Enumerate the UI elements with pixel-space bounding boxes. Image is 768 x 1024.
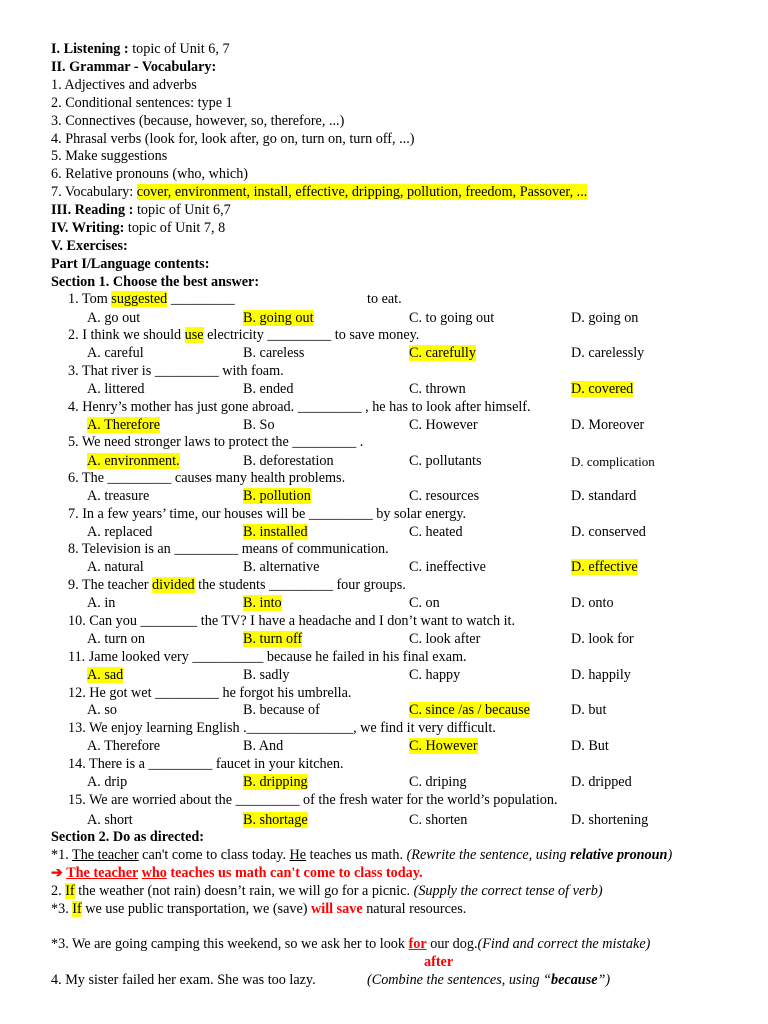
correct-answer-option: B. shortage — [243, 812, 308, 828]
question-stem — [68, 756, 344, 773]
question-text: 3. That river is _________ with foam. — [68, 363, 284, 379]
answer-option: B. because of — [243, 702, 320, 718]
instruction: (Find and correct the mistake) — [477, 936, 651, 952]
question-text: 4. Henry’s mother has just gone abroad. _________ , he has to look after himself. — [68, 399, 531, 415]
option-cell — [409, 738, 478, 755]
option-cell — [87, 381, 145, 398]
outline-item: 3. Connectives (because, however, so, therefore, ...) — [51, 113, 345, 129]
outline-item: 5. Make suggestions — [51, 148, 168, 164]
option-cell — [571, 310, 638, 327]
correct-answer-option: C. However — [409, 738, 478, 754]
answer-option: C. shorten — [409, 812, 468, 828]
highlighted-word: divided — [152, 577, 195, 593]
directed-item-1 — [51, 847, 672, 864]
section1-heading: Section 1. Choose the best answer: — [51, 274, 260, 290]
answer-option: B. deforestation — [243, 453, 334, 469]
answer-1 — [51, 865, 423, 882]
option-cell — [409, 345, 476, 362]
question-text: 11. Jame looked very __________ because he failed in his final exam. — [68, 649, 467, 665]
correct-answer-option: A. Therefore — [87, 417, 161, 433]
question-text: 13. We enjoy learning English ._______________, we find it very difficult. — [68, 720, 496, 736]
part1-heading: Part I/Language contents: — [51, 256, 210, 272]
listening-heading: I. Listening : — [51, 41, 129, 57]
option-cell — [571, 774, 632, 791]
reading-line — [51, 202, 231, 219]
option-cell — [87, 488, 149, 505]
question-tail: to eat. — [367, 291, 402, 307]
correct-answer-option: C. carefully — [409, 345, 476, 361]
answer-option: C. driping — [409, 774, 467, 790]
answer-option: C. ineffective — [409, 559, 486, 575]
sentence-text: *3. We are going camping this weekend, so we ask her to look — [51, 936, 409, 952]
instruction: (Combine the sentences, using “ — [367, 972, 552, 988]
question-text: 15. We are worried about the _________ of the fresh water for the world’s population. — [68, 792, 558, 808]
option-cell — [87, 524, 152, 541]
option-cell — [87, 417, 160, 434]
option-cell — [571, 702, 606, 719]
option-cell — [571, 812, 648, 829]
answer-option: A. careful — [87, 345, 144, 361]
option-cell — [87, 812, 133, 829]
correct-answer-option: B. pollution — [243, 488, 311, 504]
option-cell — [87, 310, 140, 327]
answer-option: B. careless — [243, 345, 305, 361]
underlined-pronoun: He — [289, 847, 307, 863]
answer-option: D. conserved — [571, 524, 646, 540]
option-cell — [571, 524, 646, 541]
answer-option: A. in — [87, 595, 116, 611]
listening-line — [51, 41, 230, 58]
instruction: (Rewrite the sentence, using — [406, 847, 571, 863]
instruction: ”) — [597, 972, 611, 988]
option-cell — [571, 667, 631, 684]
sentence-text: 4. My sister failed her exam. She was too lazy. — [51, 972, 316, 988]
reading-text: topic of Unit 6,7 — [133, 202, 231, 218]
correct-answer-option: B. going out — [243, 310, 314, 326]
instruction-keyword: because — [551, 972, 598, 988]
option-cell — [87, 631, 145, 648]
answer-option: A. go out — [87, 310, 141, 326]
correct-answer-option: B. dripping — [243, 774, 308, 790]
answer-option: A. Therefore — [87, 738, 161, 754]
listening-text: topic of Unit 6, 7 — [128, 41, 230, 57]
answer-option: B. sadly — [243, 667, 290, 683]
question-text: 7. In a few years’ time, our houses will be _________ by solar energy. — [68, 506, 467, 522]
question-text: 5. We need stronger laws to protect the _________ . — [68, 434, 364, 450]
option-cell — [571, 381, 633, 398]
option-cell — [409, 667, 460, 684]
answer-subject: The teacher — [66, 865, 139, 881]
answer-option: D. look for — [571, 631, 634, 647]
answer-option: A. drip — [87, 774, 128, 790]
answer-option: A. natural — [87, 559, 144, 575]
option-cell — [243, 453, 334, 470]
answer-option: B. alternative — [243, 559, 320, 575]
correction-word: after — [424, 954, 454, 970]
question-text: 12. He got wet _________ he forgot his umbrella. — [68, 685, 352, 701]
correct-answer-option: D. effective — [571, 559, 638, 575]
option-cell — [571, 488, 636, 505]
option-cell — [243, 667, 290, 684]
sentence-text: can't come to class today. — [138, 847, 290, 863]
option-cell — [409, 488, 479, 505]
question-stem — [68, 685, 351, 702]
directed-item-2 — [51, 883, 603, 900]
item-number: *1. — [51, 847, 73, 863]
option-cell — [243, 524, 308, 541]
answer-option: D. standard — [571, 488, 637, 504]
question-text: the students _________ four groups. — [194, 577, 406, 593]
option-cell — [87, 453, 180, 470]
outline-item: 4. Phrasal verbs (look for, look after, go on, turn on, turn off, ...) — [51, 131, 415, 147]
question-stem — [68, 613, 515, 630]
section2-heading: Section 2. Do as directed: — [51, 829, 205, 845]
answer-option: D. onto — [571, 595, 614, 611]
answer-option: A. treasure — [87, 488, 150, 504]
question-text: 6. The _________ causes many health problems. — [68, 470, 346, 486]
highlighted-word: use — [184, 327, 204, 343]
option-cell — [243, 702, 320, 719]
highlighted-word: If — [65, 883, 75, 899]
question-stem — [68, 506, 466, 523]
option-cell — [243, 381, 293, 398]
question-text: electricity _________ to save money. — [203, 327, 420, 343]
correct-answer-option: B. into — [243, 595, 282, 611]
reading-heading: III. Reading : — [51, 202, 134, 218]
option-cell — [243, 631, 302, 648]
directed-item-5 — [51, 972, 316, 989]
answer-option: D. happily — [571, 667, 631, 683]
instruction-keyword: relative pronoun — [570, 847, 668, 863]
vocabulary-label: 7. Vocabulary: — [51, 184, 137, 200]
arrow-icon: ➔ — [51, 865, 67, 881]
option-cell — [409, 774, 467, 791]
answer-option: B. So — [243, 417, 275, 433]
option-cell — [571, 417, 644, 434]
option-cell — [243, 310, 314, 327]
option-cell — [571, 559, 638, 576]
question-stem — [68, 434, 363, 451]
grammar-heading: II. Grammar - Vocabulary: — [51, 59, 217, 75]
question-text: 9. The teacher — [68, 577, 153, 593]
outline-item: 1. Adjectives and adverbs — [51, 77, 197, 93]
highlighted-word: If — [72, 901, 82, 917]
option-cell — [409, 559, 486, 576]
answer-option: A. replaced — [87, 524, 153, 540]
answer-option: C. happy — [409, 667, 461, 683]
option-cell — [243, 738, 283, 755]
option-cell — [571, 631, 634, 648]
answer-option: C. pollutants — [409, 453, 482, 469]
option-cell — [243, 488, 311, 505]
answer-option: D. shortening — [571, 812, 649, 828]
mistake-word: for — [408, 936, 427, 952]
directed-item-3 — [51, 901, 466, 918]
option-cell — [243, 417, 275, 434]
answer-option: C. However — [409, 417, 478, 433]
instruction: (Supply the correct tense of verb) — [413, 883, 603, 899]
writing-line — [51, 220, 225, 237]
question-stem — [68, 327, 419, 344]
correct-answer-option: A. environment. — [87, 453, 180, 469]
question-text: _________ — [167, 291, 235, 307]
question-text: 8. Television is an _________ means of communication. — [68, 541, 389, 557]
sentence-text: natural resources. — [362, 901, 467, 917]
answer-option: C. thrown — [409, 381, 466, 397]
question-stem — [68, 577, 406, 594]
option-cell — [571, 595, 614, 612]
outline-item: 2. Conditional sentences: type 1 — [51, 95, 233, 111]
option-cell — [87, 738, 160, 755]
correct-answer-option: A. sad — [87, 667, 124, 683]
question-text: 10. Can you ________ the TV? I have a headache and I don’t want to watch it. — [68, 613, 516, 629]
answer-option: C. on — [409, 595, 440, 611]
exercises-heading: V. Exercises: — [51, 238, 128, 254]
question-stem — [68, 541, 389, 558]
option-cell — [243, 774, 308, 791]
item-number: 2. — [51, 883, 66, 899]
underlined-subject: The teacher — [72, 847, 139, 863]
option-cell — [243, 595, 282, 612]
writing-text: topic of Unit 7, 8 — [124, 220, 226, 236]
answer-option: A. short — [87, 812, 133, 828]
answer-option: D. complication — [571, 454, 655, 469]
question-stem — [68, 470, 345, 487]
option-cell — [87, 667, 123, 684]
answer-option: D. dripped — [571, 774, 632, 790]
option-cell — [87, 595, 115, 612]
option-cell — [571, 453, 655, 471]
directed-item-4 — [51, 936, 650, 953]
option-cell — [409, 595, 440, 612]
answer-option: D. But — [571, 738, 609, 754]
outline-item: 6. Relative pronouns (who, which) — [51, 166, 249, 182]
option-cell — [571, 345, 644, 362]
instruction: ) — [667, 847, 673, 863]
question-text: 2. I think we should — [68, 327, 185, 343]
answer-option: C. resources — [409, 488, 480, 504]
answer-option: A. so — [87, 702, 117, 718]
answer-option: D. but — [571, 702, 607, 718]
option-cell — [87, 774, 127, 791]
sentence-text: the weather (not rain) doesn’t rain, we will go for a picnic. — [74, 883, 414, 899]
question-stem — [68, 363, 284, 380]
answer-option: B. And — [243, 738, 284, 754]
vocabulary-line — [51, 184, 587, 201]
writing-heading: IV. Writing: — [51, 220, 125, 236]
option-cell — [243, 559, 319, 576]
question-stem — [68, 399, 531, 416]
option-cell — [409, 417, 478, 434]
correct-answer-option: B. turn off — [243, 631, 303, 647]
option-cell — [409, 631, 480, 648]
answer-option: D. Moreover — [571, 417, 645, 433]
question-stem — [68, 792, 558, 809]
answer-option: D. carelessly — [571, 345, 645, 361]
answer-option: B. ended — [243, 381, 294, 397]
instruction-combine — [367, 972, 610, 989]
option-cell — [409, 453, 482, 470]
sentence-text: our dog. — [426, 936, 478, 952]
answer-text: will save — [311, 901, 363, 917]
option-cell — [87, 702, 117, 719]
sentence-text: teaches us math. — [306, 847, 407, 863]
option-cell — [571, 738, 609, 755]
answer-option: C. heated — [409, 524, 463, 540]
question-stem — [68, 291, 235, 308]
vocabulary-words: cover, environment, install, effective, dripping, pollution, freedom, Passover, ... — [136, 184, 588, 200]
sentence-text: we use public transportation, we (save) — [81, 901, 312, 917]
option-cell — [409, 524, 463, 541]
option-cell — [87, 345, 144, 362]
answer-option: A. littered — [87, 381, 145, 397]
option-cell — [87, 559, 144, 576]
option-cell — [409, 381, 466, 398]
option-cell — [243, 812, 308, 829]
question-stem — [68, 720, 496, 737]
option-cell — [409, 310, 494, 327]
answer-option: C. look after — [409, 631, 481, 647]
question-text: 1. Tom — [68, 291, 112, 307]
answer-option: D. going on — [571, 310, 639, 326]
item-number: *3. — [51, 901, 73, 917]
highlighted-word: suggested — [111, 291, 168, 307]
answer-pronoun: who — [141, 865, 167, 881]
answer-text: teaches us math can't come to class today. — [166, 865, 423, 881]
option-cell — [243, 345, 304, 362]
correct-answer-option: C. since /as / because — [409, 702, 530, 718]
correct-answer-option: D. covered — [571, 381, 634, 397]
answer-option: A. turn on — [87, 631, 145, 647]
option-cell — [409, 702, 530, 719]
question-text: 14. There is a _________ faucet in your kitchen. — [68, 756, 344, 772]
question-stem — [68, 649, 467, 666]
answer-option: C. to going out — [409, 310, 495, 326]
correct-answer-option: B. installed — [243, 524, 308, 540]
option-cell — [409, 812, 467, 829]
